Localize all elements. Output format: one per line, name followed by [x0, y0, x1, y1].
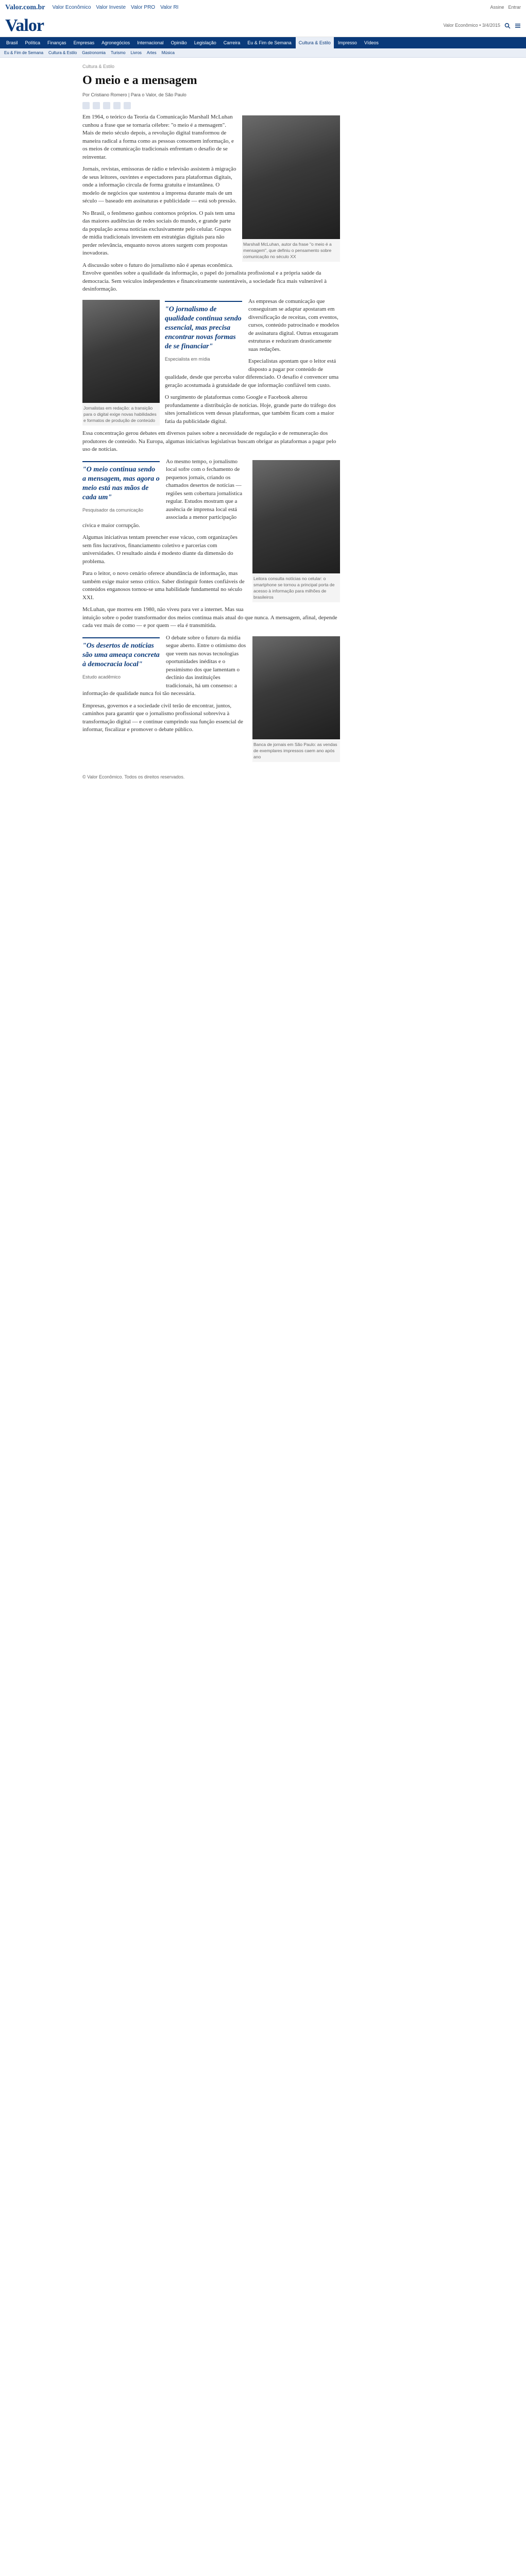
subnav-item[interactable]: Música: [161, 50, 175, 55]
sub-nav: [0, 48, 526, 58]
figure-caption: Banca de jornais em São Paulo: as vendas de exemplares impressos caem ano após ano: [253, 741, 337, 759]
edition-date: Valor Econômico • 3/4/2015: [443, 23, 500, 28]
paragraph: O surgimento de plataformas como Google e Facebook alterou profundamente a distribuição de notícias. Hoje, grande parte do tráfego dos sites jornalísticos vem dessas plataformas, que também ficam com a maior fatia da publicidade digital.: [165, 394, 336, 425]
paragraph: Jornais, revistas, emissoras de rádio e televisão assistem à migração de seus leitores, ouvintes e espectadores para plataformas digitais, onde a informação circula de forma gratuita e instantânea. O modelo de negócios que sustentou a imprensa durante mais de um século — baseado em assinaturas e publicidade — está sob pressão.: [82, 166, 237, 204]
top-bar: [0, 0, 526, 14]
paragraph: As empresas de comunicação que conseguiram se adaptar apostaram em diversificação de receitas, com eventos, cursos, conteúdo patrocinado e modelos de assinatura digital. Outras enxugaram estruturas e reduziram drasticamente suas redações.: [248, 298, 340, 352]
article-byline: Por Cristiano Romero | Para o Valor, de São Paulo: [82, 92, 186, 97]
top-link[interactable]: Valor Econômico: [52, 4, 91, 10]
subnav-item[interactable]: Turismo: [110, 50, 126, 55]
paragraph: Especialistas apontam que o leitor está disposto a pagar por conteúdo de qualidade, desde que perceba valor diferenciado. O desafio é convencer uma geração acostumada à gratuidade de que informação confiável tem custo.: [165, 358, 339, 388]
figure-caption: Marshall McLuhan, autor da frase "o meio é a mensagem", que definiu o pensamento sobre comunicação no século XX: [243, 242, 332, 259]
figure-caption: Jornalistas em redação: a transição para o digital exige novas habilidades e formatos de produção de conteúdo: [83, 405, 157, 423]
figure: [252, 636, 340, 762]
figure: [82, 300, 160, 426]
nav-item-active[interactable]: Cultura & Estilo: [296, 37, 334, 48]
pull-quote: [82, 637, 160, 681]
figure-caption: Leitora consulta notícias no celular: o smartphone se tornou a principal porta de acesso à informação para milhões de brasileiros: [253, 575, 335, 600]
paragraph: Algumas iniciativas tentam preencher esse vácuo, com organizações sem fins lucrativos, financiamento coletivo e parcerias com universidades. O resultado ainda é modesto diante da dimensão do problema.: [82, 534, 237, 565]
paragraph: McLuhan, que morreu em 1980, não viveu para ver a internet. Mas sua intuição sobre o poder transformador dos meios continua mais atual do que nunca. A mensagem, afinal, depende cada vez mais de como — e por quem — ela é transmitida.: [82, 606, 337, 629]
paragraph: O debate sobre o futuro da mídia segue aberto. Entre o otimismo dos que veem nas novas tecnologias oportunidades inéditas e o pessimismo dos que lamentam o declínio das instituições tradicionais, há um consenso: a informação de qualidade nunca foi tão necessária.: [82, 634, 246, 697]
nav-item[interactable]: Finanças: [47, 40, 66, 45]
login-link[interactable]: Entrar: [508, 4, 521, 10]
top-link[interactable]: Valor Investe: [96, 4, 126, 10]
pull-quote-cite: Pesquisador da comunicação: [82, 507, 144, 513]
photo-newsroom: [82, 300, 160, 403]
article: [82, 58, 340, 781]
top-link[interactable]: Valor RI: [160, 4, 179, 10]
nav-item[interactable]: Internacional: [137, 40, 164, 45]
brand-logo[interactable]: Valor: [5, 16, 44, 35]
share-facebook-icon[interactable]: [82, 102, 90, 109]
paragraph: No Brasil, o fenômeno ganhou contornos próprios. O país tem uma das maiores audiências de redes sociais do mundo, e grande parte da população acessa notícias exclusivamente pelo celular. Grupos de mídia tradicionais investem em estratégias digitais para não perder relevância, enquanto novos atores surgem com propostas inovadoras.: [82, 210, 235, 256]
print-icon[interactable]: [124, 102, 131, 109]
nav-item[interactable]: Opinião: [171, 40, 187, 45]
nav-item[interactable]: Eu & Fim de Semana: [247, 40, 292, 45]
photo-portrait: [242, 115, 340, 239]
article-headline: O meio e a mensagem: [82, 74, 197, 87]
paragraph: A discussão sobre o futuro do jornalismo não é apenas econômica. Envolve questões sobre a qualidade da informação, o papel do jornalista profissional e a própria saúde da democracia. Sem veículos independentes e financeiramente sustentáveis, a sociedade fica mais vulnerável à desinformação.: [82, 262, 327, 292]
paragraph: Em 1964, o teórico da Teoria da Comunicação Marshall McLuhan cunhou a frase que se tornaria célebre: "o meio é a mensagem". Mais de meio século depois, a revolução digital transformou de maneira radical a forma como as pessoas consomem informação, e os meios de comunicação tradicionais enfrentam o desafio de se reinventar.: [82, 114, 234, 160]
share-bar: [82, 102, 340, 109]
figure: [252, 460, 340, 602]
article-body: [82, 113, 340, 781]
nav-item[interactable]: Brasil: [6, 40, 18, 45]
brand-right: [443, 22, 521, 29]
pull-quote-cite: Especialista em mídia: [165, 356, 210, 362]
share-email-icon[interactable]: [113, 102, 121, 109]
brand-row: [0, 14, 526, 37]
subnav-item[interactable]: Eu & Fim de Semana: [4, 50, 44, 55]
nav-item[interactable]: Impresso: [337, 40, 357, 45]
photo-reader: [252, 460, 340, 573]
nav-item[interactable]: Vídeos: [364, 40, 379, 45]
paragraph: Ao mesmo tempo, o jornalismo local sofre com o fechamento de pequenos jornais, criando os chamados desertos de notícias — regiões sem cobertura jornalística regular. Estudos mostram que a ausência de imprensa local está associada a menor participação cívica e maior corrupção.: [82, 458, 243, 529]
paragraph: Para o leitor, o novo cenário oferece abundância de informação, mas também exige maior senso crítico. Saber distinguir fontes confiáveis de conteúdos enganosos tornou-se uma habilidade fundamental no século XXI.: [82, 570, 245, 601]
account-links: [490, 4, 521, 11]
subnav-item[interactable]: Livros: [130, 50, 142, 55]
nav-item[interactable]: Empresas: [73, 40, 95, 45]
menu-icon[interactable]: [515, 23, 521, 29]
article-kicker[interactable]: Cultura & Estilo: [82, 64, 115, 69]
pull-quote: [82, 461, 160, 514]
top-links: [53, 4, 179, 11]
pull-quote-text: "Os desertos de notícias são uma ameaça concreta à democracia local": [82, 641, 160, 668]
paragraph: Essa concentração gerou debates em diversos países sobre a necessidade de regulação e de remuneração dos produtores de conteúdo. Na Europa, algumas iniciativas legislativas buscam obrigar as plataformas a pagar pelo uso de notícias.: [82, 430, 336, 452]
main-nav: [0, 37, 526, 48]
small-logo[interactable]: Valor.com.br: [5, 3, 45, 11]
pull-quote-text: "O meio continua sendo a mensagem, mas agora o meio está nas mãos de cada um": [82, 465, 160, 501]
top-link[interactable]: Valor PRO: [131, 4, 156, 10]
pull-quote-cite: Estudo acadêmico: [82, 674, 121, 680]
subnav-item[interactable]: Gastronomia: [82, 50, 106, 55]
pull-quote-text: "O jornalismo de qualidade continua sendo essencial, mas precisa encontrar novas formas de se financiar": [165, 305, 242, 350]
photo-newsstand: [252, 636, 340, 739]
search-icon[interactable]: [504, 23, 511, 29]
nav-item[interactable]: Legislação: [194, 40, 216, 45]
pull-quote: [165, 301, 242, 363]
copyright-note: © Valor Econômico. Todos os direitos reservados.: [82, 774, 185, 779]
share-twitter-icon[interactable]: [93, 102, 100, 109]
paragraph: Empresas, governos e a sociedade civil terão de encontrar, juntos, caminhos para garantir que o jornalismo profissional sobreviva à transformação digital — e continue cumprindo sua função essencial de informar, fiscalizar e promover o debate público.: [82, 702, 243, 733]
nav-item[interactable]: Política: [25, 40, 41, 45]
subnav-item[interactable]: Artes: [146, 50, 157, 55]
nav-item[interactable]: Agronegócios: [101, 40, 130, 45]
subscribe-link[interactable]: Assine: [490, 4, 504, 10]
figure: [242, 115, 340, 262]
share-linkedin-icon[interactable]: [103, 102, 110, 109]
nav-item[interactable]: Carreira: [223, 40, 241, 45]
subnav-item[interactable]: Cultura & Estilo: [48, 50, 77, 55]
